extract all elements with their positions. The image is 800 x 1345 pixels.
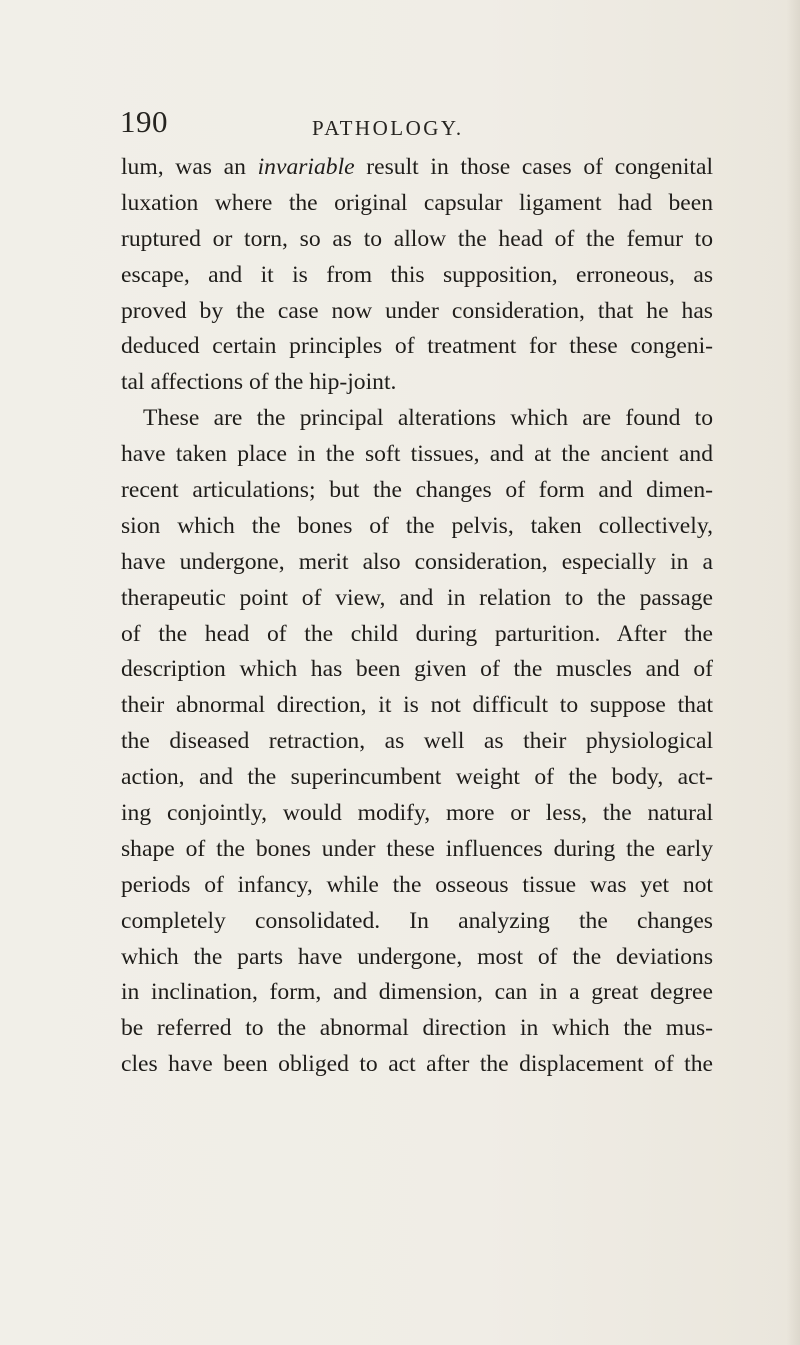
text-run: result in those cases of congenital xyxy=(354,154,713,180)
text-line: ruptured or torn, so as to allow the head of the femur to xyxy=(121,225,713,252)
text-line: completely consolidated. In analyzing the changes xyxy=(121,907,713,934)
text-run: lum, was an xyxy=(121,154,258,180)
text-line: action, and the superincumbent weight of the body, act- xyxy=(121,764,713,791)
text-line: sion which the bones of the pelvis, taken collectively, xyxy=(121,512,713,539)
text-line: their abnormal direction, it is not difficult to suppose that xyxy=(121,692,713,719)
text-line xyxy=(121,150,713,186)
text-line: escape, and it is from this supposition, erroneous, as xyxy=(121,261,713,288)
text-line: periods of infancy, while the osseous tissue was yet not xyxy=(121,871,713,898)
text-line: proved by the case now under consideration, that he has xyxy=(121,297,713,324)
page-number: 190 xyxy=(120,104,168,139)
text-line: of the head of the child during parturition. After the xyxy=(121,620,713,647)
text-line: deduced certain principles of treatment for these congeni- xyxy=(121,333,713,360)
text-line: have taken place in the soft tissues, and at the ancient and xyxy=(121,441,713,468)
text-line: ing conjointly, would modify, more or less, the natural xyxy=(121,800,713,827)
italic-run: invariable xyxy=(257,154,355,180)
text-line: shape of the bones under these influences during the early xyxy=(121,835,713,862)
text-line: description which has been given of the muscles and of xyxy=(121,656,713,683)
text-line: cles have been obliged to act after the displacement of the xyxy=(121,1051,713,1078)
running-head xyxy=(120,104,730,144)
text-line: recent articulations; but the changes of form and dimen- xyxy=(121,477,713,504)
text-line: therapeutic point of view, and in relation to the passage xyxy=(121,584,713,611)
text-line: the diseased retraction, as well as their physiological xyxy=(121,728,713,755)
text-line: have undergone, merit also consideration, especially in a xyxy=(121,548,713,575)
text-line: tal affections of the hip-joint. xyxy=(121,369,397,396)
page-edge-shadow xyxy=(786,0,800,1345)
text-line: luxation where the original capsular ligament had been xyxy=(121,189,713,216)
text-line: which the parts have undergone, most of the deviations xyxy=(121,943,713,970)
body-text xyxy=(121,150,713,1083)
running-title: PATHOLOGY. xyxy=(312,116,464,140)
text-line: be referred to the abnormal direction in which the mus- xyxy=(121,1015,713,1042)
text-line: in inclination, form, and dimension, can in a great degree xyxy=(121,979,713,1006)
text-line: These are the principal alterations which are found to xyxy=(143,405,713,432)
